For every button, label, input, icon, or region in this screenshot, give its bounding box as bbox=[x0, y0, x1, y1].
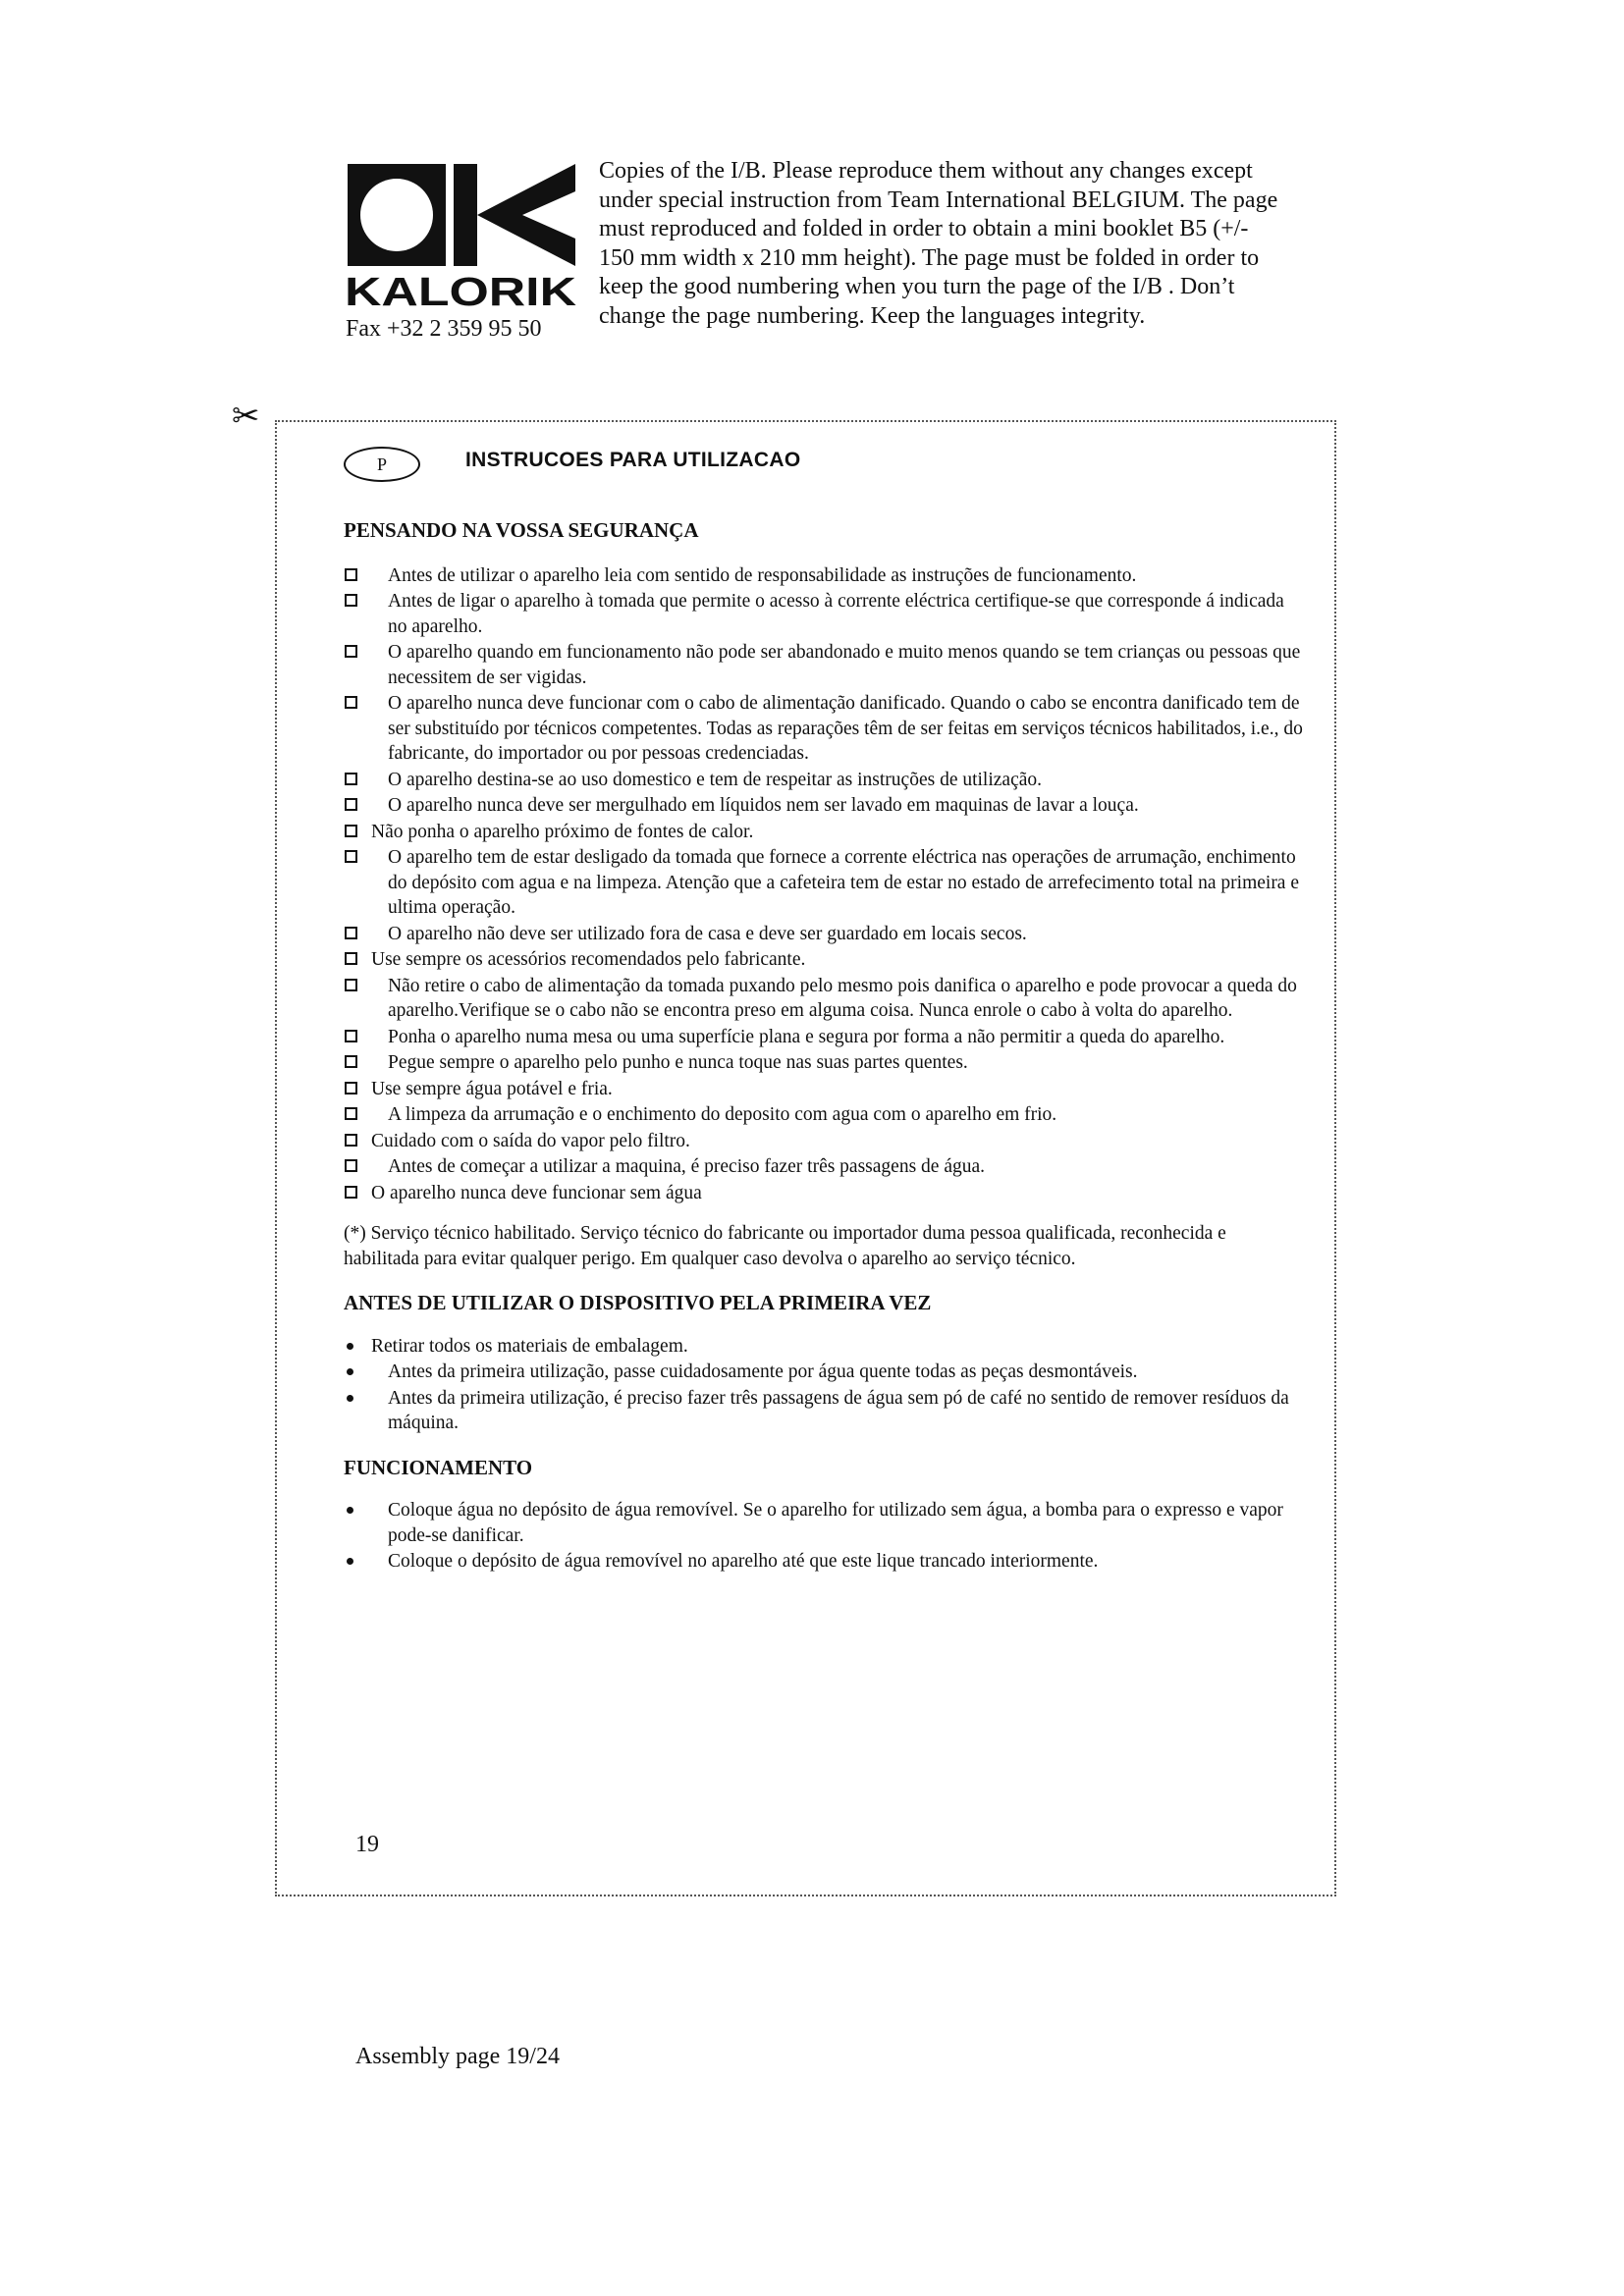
service-note: (*) Serviço técnico habilitado. Serviço técnico do fabricante ou importador duma pessoa qualificada, reconhecida e habilitada para evitar qualquer perigo. Em qualquer caso devolva o aparelho ao serviço técnico. bbox=[344, 1223, 1226, 1269]
safety-item: O aparelho destina-se ao uso domestico e tem de respeitar as instruções de utilização. bbox=[344, 768, 1306, 793]
document-title: INSTRUCOES PARA UTILIZACAO bbox=[465, 449, 801, 471]
checkbox-icon bbox=[345, 952, 357, 965]
page-number: 19 bbox=[355, 1832, 379, 1857]
safety-item: Antes de começar a utilizar a maquina, é preciso fazer três passagens de água. bbox=[344, 1154, 1306, 1180]
checkbox-icon bbox=[345, 1186, 357, 1199]
safety-item: O aparelho nunca deve funcionar com o cabo de alimentação danificado. Quando o cabo se encontra danificado tem de ser substituído por técnicos competentes. Todas as reparações têm de ser feitas em serviços técnicos habilitados, i.e., do fabricante, do importador ou por pessoas credenciadas. bbox=[344, 691, 1306, 767]
kalorik-logo bbox=[344, 162, 579, 309]
safety-item: A limpeza da arrumação e o enchimento do deposito com agua com o aparelho em frio. bbox=[344, 1102, 1306, 1128]
language-badge: P bbox=[344, 447, 420, 482]
first-use-heading: ANTES DE UTILIZAR O DISPOSITIVO PELA PRIMEIRA VEZ bbox=[344, 1291, 932, 1314]
safety-item: Use sempre água potável e fria. bbox=[344, 1077, 1306, 1102]
safety-item: Ponha o aparelho numa mesa ou uma superfície plana e segura por forma a não permitir a queda do aparelho. bbox=[344, 1025, 1306, 1050]
safety-item: O aparelho quando em funcionamento não pode ser abandonado e muito menos quando se tem crianças ou pessoas que necessitem de ser vigidas. bbox=[344, 640, 1306, 690]
safety-item: Não retire o cabo de alimentação da tomada puxando pelo mesmo pois danifica o aparelho e pode provocar a queda do aparelho.Verifique se o cabo não se encontra preso em alguma coisa. Nunca enrole o cabo à volta do aparelho. bbox=[344, 974, 1306, 1024]
safety-item: Antes de utilizar o aparelho leia com sentido de responsabilidade as instruções de funcionamento. bbox=[344, 563, 1306, 589]
checkbox-icon bbox=[345, 568, 357, 581]
checkbox-icon bbox=[345, 927, 357, 939]
checkbox-icon bbox=[345, 696, 357, 709]
checkbox-icon bbox=[345, 1159, 357, 1172]
bullet-icon bbox=[347, 1395, 353, 1402]
checkbox-icon bbox=[345, 1107, 357, 1120]
first-use-list bbox=[344, 1334, 1306, 1436]
fax-number: Fax +32 2 359 95 50 bbox=[346, 316, 542, 342]
bullet-icon bbox=[347, 1368, 353, 1375]
bullet-icon bbox=[347, 1343, 353, 1350]
first-use-item: Antes da primeira utilização, passe cuidadosamente por água quente todas as peças desmontáveis. bbox=[344, 1360, 1306, 1385]
checkbox-icon bbox=[345, 979, 357, 991]
checkbox-icon bbox=[345, 1082, 357, 1095]
bullet-icon bbox=[347, 1558, 353, 1565]
checkbox-icon bbox=[345, 850, 357, 863]
manual-content bbox=[344, 518, 1306, 1575]
safety-item: Use sempre os acessórios recomendados pelo fabricante. bbox=[344, 947, 1306, 973]
first-use-item: Antes da primeira utilização, é preciso fazer três passagens de água sem pó de café no sentido de remover resíduos da máquina. bbox=[344, 1386, 1306, 1436]
operation-item: Coloque o depósito de água removível no aparelho até que este lique trancado interiormente. bbox=[344, 1549, 1306, 1575]
operation-item: Coloque água no depósito de água removível. Se o aparelho for utilizado sem água, a bomba para o expresso e vapor pode-se danificar. bbox=[344, 1498, 1306, 1548]
copy-instructions: Copies of the I/B. Please reproduce them without any changes except under special instruction from Team International BELGIUM. The page must reproduced and folded in order to obtain a mini booklet B5 (+/- 150 mm width x 210 mm height). The page must be folded in order to keep the good numbering when you turn the page of the I/B . Don’t change the page numbering. Keep the languages integrity. bbox=[599, 158, 1278, 329]
safety-item: O aparelho nunca deve ser mergulhado em líquidos nem ser lavado em maquinas de lavar a louça. bbox=[344, 793, 1306, 819]
first-use-item: Retirar todos os materiais de embalagem. bbox=[344, 1334, 1306, 1360]
checkbox-icon bbox=[345, 798, 357, 811]
assembly-page: Assembly page 19/24 bbox=[355, 2044, 560, 2069]
checkbox-icon bbox=[345, 594, 357, 607]
safety-item: O aparelho não deve ser utilizado fora de casa e deve ser guardado em locais secos. bbox=[344, 922, 1306, 947]
safety-item: O aparelho tem de estar desligado da tomada que fornece a corrente eléctrica nas operações de arrumação, enchimento do depósito com agua e na limpeza. Atenção que a cafeteira tem de estar no estado de arrefecimento total na primeira e ultima operação. bbox=[344, 845, 1306, 921]
checkbox-icon bbox=[345, 1055, 357, 1068]
scissors-icon: ✂ bbox=[232, 399, 260, 435]
safety-item: Pegue sempre o aparelho pelo punho e nunca toque nas suas partes quentes. bbox=[344, 1050, 1306, 1076]
safety-item: O aparelho nunca deve funcionar sem água bbox=[344, 1181, 1306, 1206]
checkbox-icon bbox=[345, 1030, 357, 1042]
safety-item: Não ponha o aparelho próximo de fontes de calor. bbox=[344, 820, 1306, 845]
operation-list bbox=[344, 1498, 1306, 1575]
bullet-icon bbox=[347, 1507, 353, 1514]
checkbox-icon bbox=[345, 773, 357, 785]
operation-heading: FUNCIONAMENTO bbox=[344, 1455, 533, 1479]
logo-text: KALORIK bbox=[345, 269, 577, 309]
checkbox-icon bbox=[345, 645, 357, 658]
checkbox-icon bbox=[345, 825, 357, 837]
safety-item: Antes de ligar o aparelho à tomada que permite o acesso à corrente eléctrica certifique-se que corresponde á indicada no aparelho. bbox=[344, 589, 1306, 639]
checkbox-icon bbox=[345, 1134, 357, 1147]
safety-item: Cuidado com o saída do vapor pelo filtro. bbox=[344, 1129, 1306, 1154]
safety-list bbox=[344, 563, 1306, 1206]
safety-heading: PENSANDO NA VOSSA SEGURANÇA bbox=[344, 518, 699, 542]
